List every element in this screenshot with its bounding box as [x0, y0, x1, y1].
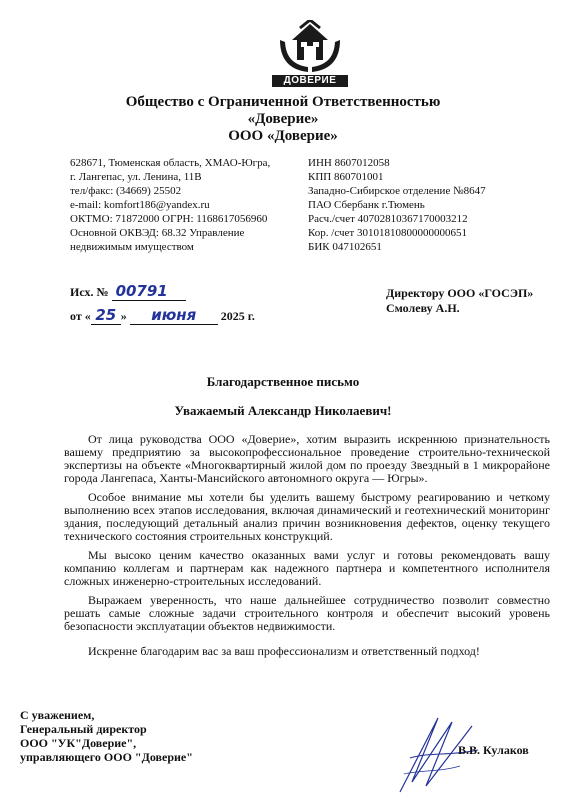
letter-body	[64, 433, 550, 664]
corr-account-line: Кор. /счет 30101810800000000651	[308, 227, 467, 239]
body-paragraph: Особое внимание мы хотели бы уделить вашему быстрому реагированию и четкому выполнению всех этапов исследования, включая динамический и геотехнический мониторинг здания, последующий детальный анализ причин возникновения дефектов, оценку текущего технического состояния строительных конструкций.	[64, 490, 550, 543]
logo-brand-text: ДОВЕРИЕ	[283, 75, 337, 86]
bik-line: БИК 047102651	[308, 241, 382, 253]
signature-block	[20, 708, 193, 764]
body-paragraph: Мы высоко ценим качество оказанных вами услуг и готовы рекомендовать вашу компанию коллегам и партнерам как надежного партнера и компетентного исполнителя сложных инженерно-строительных исследований.	[64, 548, 550, 588]
inn-line: ИНН 8607012058	[308, 157, 390, 169]
recipient-name: Смолеву А.Н.	[386, 301, 460, 315]
date-year: 2025 г.	[220, 309, 255, 323]
date-mid: »	[120, 309, 127, 323]
bank-branch-line: Западно-Сибирское отделение №8647	[308, 185, 486, 197]
address-line: г. Лангепас, ул. Ленина, 11В	[70, 171, 202, 183]
outgoing-date	[70, 306, 255, 325]
outgoing-number-value: 00791	[112, 282, 186, 301]
account-line: Расч./счет 40702810367170003212	[308, 213, 468, 225]
body-paragraph: Выражаем уверенность, что наше дальнейшее сотрудничество позволит совместно решать самые сложные задачи строительного контроля и обеспечит высокий уровень безопасности эксплуатации объектов недвижимости.	[64, 593, 550, 633]
kpp-line: КПП 860701001	[308, 171, 384, 183]
bank-name-line: ПАО Сбербанк г.Тюмень	[308, 199, 425, 211]
signature-greeting: С уважением,	[20, 708, 95, 722]
recipient-block	[386, 286, 533, 316]
outgoing-number-label: Исх. №	[70, 285, 109, 299]
bank-details-block	[308, 156, 538, 254]
phone-line: тел/факс: (34669) 25502	[70, 185, 182, 197]
signer-name: В.В. Кулаков	[458, 743, 529, 757]
company-name-line2: «Доверие»	[247, 111, 319, 127]
address-block	[70, 156, 300, 254]
company-name-line3: ООО «Доверие»	[228, 128, 338, 144]
email-line: e-mail: komfort186@yandex.ru	[70, 199, 210, 211]
address-line: 628671, Тюменская область, ХМАО-Югра,	[70, 157, 271, 169]
signature-company: ООО "УК"Доверие",	[20, 736, 137, 750]
okved-line: Основной ОКВЭД: 68.32 Управление	[70, 227, 245, 239]
company-logo	[270, 20, 350, 88]
date-month: июня	[130, 306, 218, 325]
letter-salutation: Уважаемый Александр Николаевич!	[174, 403, 392, 418]
signature-company-manager: управляющего ООО "Доверие"	[20, 750, 193, 764]
body-paragraph: От лица руководства ООО «Доверие», хотим выразить искреннюю признательность вашему предприятию за высокопрофессиональное проведение строительно-технической экспертизы на объекте «Многоквартирный жилой дом по проезду Звездный в 1 микрорайоне города Лангепаса, Ханты-Мансийского автономного округа — Югры».	[64, 432, 550, 485]
letter-title: Благодарственное письмо	[206, 374, 360, 389]
signature-position: Генеральный директор	[20, 722, 147, 736]
oktmo-line: ОКТМО: 71872000 ОГРН: 1168617056960	[70, 213, 268, 225]
recipient-position: Директору ООО «ГОСЭП»	[386, 286, 534, 300]
date-prefix: от «	[70, 309, 91, 323]
date-day: 25	[91, 306, 121, 325]
body-closing-paragraph: Искренне благодарим вас за ваш профессионализм и ответственный подход!	[88, 644, 480, 658]
outgoing-number	[70, 282, 186, 301]
company-name-line1: Общество с Ограниченной Ответственностью	[125, 94, 441, 110]
okved-line: недвижимым имуществом	[70, 241, 194, 253]
